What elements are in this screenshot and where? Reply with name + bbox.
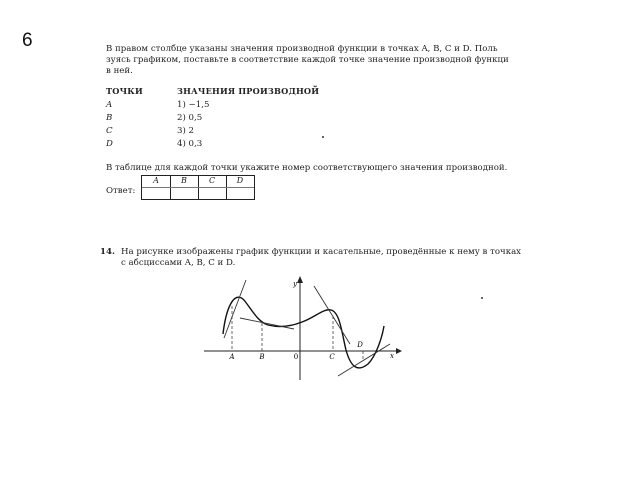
task13-intro-line-3: в ней. <box>106 66 133 76</box>
table-divider <box>226 176 227 200</box>
function-graph <box>196 272 406 384</box>
point-label-c: C <box>106 126 113 136</box>
derivative-value-1: 1) −1,5 <box>177 100 210 110</box>
task14-text-line-2: с абсциссами A, B, C и D. <box>121 258 236 268</box>
task13-intro-line-1: В правом столбце указаны значения производной функции в точках A, B, C и D. Поль <box>106 44 498 54</box>
function-curve <box>223 297 384 368</box>
derivative-value-3: 3) 2 <box>177 126 195 136</box>
x-axis-arrow <box>396 348 402 354</box>
table-header-separator <box>142 187 254 188</box>
answer-header-c: C <box>208 176 216 185</box>
scan-speck <box>322 136 324 138</box>
answer-table <box>141 175 255 200</box>
point-label-d: D <box>106 139 113 149</box>
slide-number: 6 <box>22 30 33 51</box>
point-label-b: B <box>106 113 113 123</box>
table-divider <box>198 176 199 200</box>
y-axis-label: y <box>293 280 297 288</box>
task13-intro-line-2: зуясь графиком, поставьте в соответствие каждой точке значение производной функци <box>106 55 509 65</box>
table-divider <box>170 176 171 200</box>
answer-header-b: B <box>181 176 187 185</box>
tick-label-b: B <box>259 353 265 361</box>
tangent-line-a <box>224 280 246 338</box>
tick-label-a: A <box>229 353 235 361</box>
derivative-value-4: 4) 0,3 <box>177 139 203 149</box>
answer-label: Ответ: <box>106 186 136 196</box>
tangent-line-b <box>240 318 294 329</box>
values-column-header: ЗНАЧЕНИЯ ПРОИЗВОДНОЙ <box>177 86 320 96</box>
tangent-line-c <box>314 286 350 344</box>
point-d-label: D <box>357 341 363 349</box>
points-column-header: ТОЧКИ <box>106 86 143 96</box>
point-label-a: A <box>106 100 113 110</box>
answer-header-d: D <box>236 176 244 185</box>
scan-speck <box>481 297 483 299</box>
derivative-value-2: 2) 0,5 <box>177 113 203 123</box>
y-axis-arrow <box>297 276 303 283</box>
task14-number: 14. <box>100 247 115 257</box>
origin-label: 0 <box>293 353 299 361</box>
tick-label-c: C <box>329 353 335 361</box>
task14-text-line-1: На рисунке изображены график функции и касательные, проведённые к нему в точках <box>121 247 522 257</box>
x-axis-label: x <box>390 352 394 360</box>
task13-instruction: В таблице для каждой точки укажите номер соответствующего значения производной. <box>106 163 508 173</box>
answer-header-a: A <box>153 176 159 185</box>
